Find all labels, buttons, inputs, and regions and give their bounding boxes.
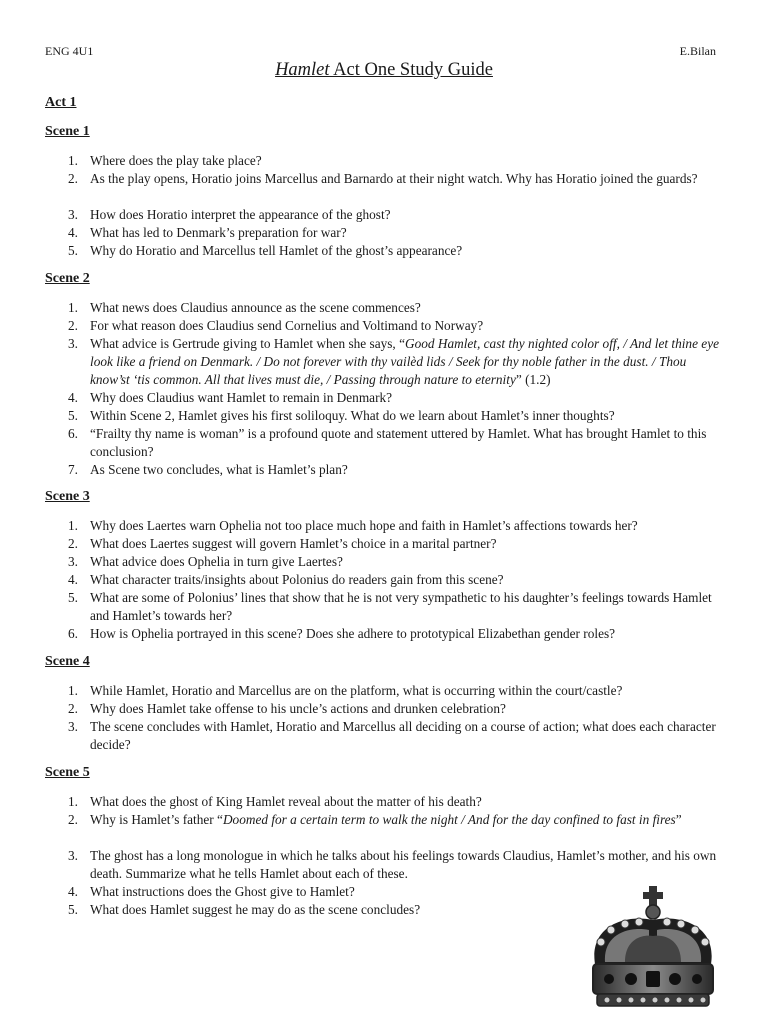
question-text-part: Where does the play take place? [90, 153, 262, 168]
question-text-part: As the play opens, Horatio joins Marcellus and Barnardo at their night watch. Why has Horatio joined the guards? [90, 171, 698, 186]
question-text-part: Why does Claudius want Hamlet to remain in Denmark? [90, 390, 393, 405]
question-text [90, 461, 720, 479]
question-number: 3. [68, 719, 78, 734]
question-number: 5. [68, 408, 78, 423]
question-text [90, 407, 720, 425]
question-number: 5. [68, 243, 78, 258]
question-number: 3. [68, 207, 78, 222]
question-text-part: ” [675, 812, 682, 827]
question-text-part: What instructions does the Ghost give to Hamlet? [90, 884, 355, 899]
question-text-part: What news does Claudius announce as the scene commences? [90, 300, 421, 315]
question-text-part: The ghost has a long monologue in which he talks about his feelings towards Claudius, Hamlet’s mother, and his own death. Summarize what he tells Hamlet about each of these. [90, 848, 717, 881]
question-text-part: What has led to Denmark’s preparation for war? [90, 225, 347, 240]
question-text [90, 589, 720, 625]
question-text-part: What advice is Gertrude giving to Hamlet when she says, “ [90, 336, 405, 351]
question-text-part: Why does Laertes warn Ophelia not too place much hope and faith in Hamlet’s affections towards her? [90, 518, 638, 533]
question-number: 2. [68, 318, 78, 333]
question-text [90, 553, 720, 571]
question-text [90, 700, 720, 718]
question-text [90, 170, 720, 188]
question-number: 2. [68, 812, 78, 827]
question-number: 3. [68, 336, 78, 351]
question-text [90, 335, 720, 389]
question-number: 2. [68, 171, 78, 186]
question-number: 4. [68, 884, 78, 899]
question-text [90, 571, 720, 589]
quoted-text: Good Hamlet, cast thy nighted color off, / And let thine eye look like a friend on Denmark. / Do not forever with thy vailèd lids / Seek for thy noble father in the dust. / Thou know’st ‘tis common. All that lives must die, / Passing through nature to eternity [90, 336, 719, 387]
title-rest: Act One Study Guide [329, 60, 493, 80]
question-text-part: Why does Hamlet take offense to his uncle’s actions and drunken celebration? [90, 701, 506, 716]
question-number: 6. [68, 426, 78, 441]
question-number: 1. [68, 683, 78, 698]
question-text [90, 718, 720, 754]
act-heading: Act 1 [45, 95, 77, 110]
question-text-part: Why do Horatio and Marcellus tell Hamlet of the ghost’s appearance? [90, 243, 463, 258]
question-text-part: How is Ophelia portrayed in this scene? Does she adhere to prototypical Elizabethan gender roles? [90, 626, 616, 641]
question-text [90, 152, 720, 170]
question-text [90, 224, 720, 242]
question-text-part: What does Hamlet suggest he may do as the scene concludes? [90, 902, 421, 917]
page-title [0, 60, 768, 81]
scene-heading: Scene 3 [45, 489, 90, 504]
question-number: 5. [68, 902, 78, 917]
question-text-part: What does Laertes suggest will govern Hamlet’s choice in a marital partner? [90, 536, 497, 551]
question-text [90, 847, 720, 883]
question-text [90, 389, 720, 407]
question-number: 7. [68, 462, 78, 477]
question-text [90, 625, 720, 643]
question-text-part: How does Horatio interpret the appearance of the ghost? [90, 207, 391, 222]
question-text [90, 811, 720, 829]
question-text-part: What are some of Polonius’ lines that show that he is not very sympathetic to his daughter’s feelings towards Hamlet and Hamlet’s towards her? [90, 590, 712, 623]
question-text-part: As Scene two concludes, what is Hamlet’s plan? [90, 462, 348, 477]
question-text-part: What does the ghost of King Hamlet reveal about the matter of his death? [90, 794, 482, 809]
question-text [90, 317, 720, 335]
question-number: 1. [68, 300, 78, 315]
scene-heading: Scene 1 [45, 124, 90, 139]
question-number: 1. [68, 153, 78, 168]
question-number: 6. [68, 626, 78, 641]
question-number: 5. [68, 590, 78, 605]
scene-heading: Scene 2 [45, 271, 90, 286]
scene-heading: Scene 4 [45, 654, 90, 669]
question-number: 3. [68, 554, 78, 569]
question-text-part: The scene concludes with Hamlet, Horatio and Marcellus all deciding on a course of action; what does each character decide? [90, 719, 716, 752]
question-number: 2. [68, 536, 78, 551]
question-text [90, 206, 720, 224]
question-text [90, 299, 720, 317]
question-number: 4. [68, 390, 78, 405]
question-number: 2. [68, 701, 78, 716]
question-text-part: What advice does Ophelia in turn give Laertes? [90, 554, 343, 569]
question-text-part: Why is Hamlet’s father “ [90, 812, 223, 827]
question-number: 1. [68, 794, 78, 809]
author-name: E.Bilan [679, 44, 716, 58]
question-text [90, 793, 720, 811]
question-text-part: While Hamlet, Horatio and Marcellus are on the platform, what is occurring within the court/castle? [90, 683, 623, 698]
question-text-part: Within Scene 2, Hamlet gives his first soliloquy. What do we learn about Hamlet’s inner thoughts? [90, 408, 615, 423]
question-text [90, 425, 720, 461]
question-text-part: ” (1.2) [515, 372, 551, 387]
question-text-part: For what reason does Claudius send Cornelius and Voltimand to Norway? [90, 318, 484, 333]
course-code: ENG 4U1 [45, 44, 94, 58]
scene-heading: Scene 5 [45, 765, 90, 780]
question-number: 4. [68, 225, 78, 240]
question-text [90, 682, 720, 700]
title-play-name: Hamlet [275, 60, 330, 80]
crown-icon [585, 886, 721, 1012]
question-text [90, 535, 720, 553]
question-number: 1. [68, 518, 78, 533]
question-text-part: “Frailty thy name is woman” is a profound quote and statement uttered by Hamlet. What has brought Hamlet to this conclusion? [90, 426, 707, 459]
question-number: 4. [68, 572, 78, 587]
quoted-text: Doomed for a certain term to walk the night / And for the day confined to fast in fires [222, 812, 676, 827]
question-text [90, 242, 720, 260]
question-number: 3. [68, 848, 78, 863]
question-text [90, 517, 720, 535]
question-text-part: What character traits/insights about Polonius do readers gain from this scene? [90, 572, 504, 587]
